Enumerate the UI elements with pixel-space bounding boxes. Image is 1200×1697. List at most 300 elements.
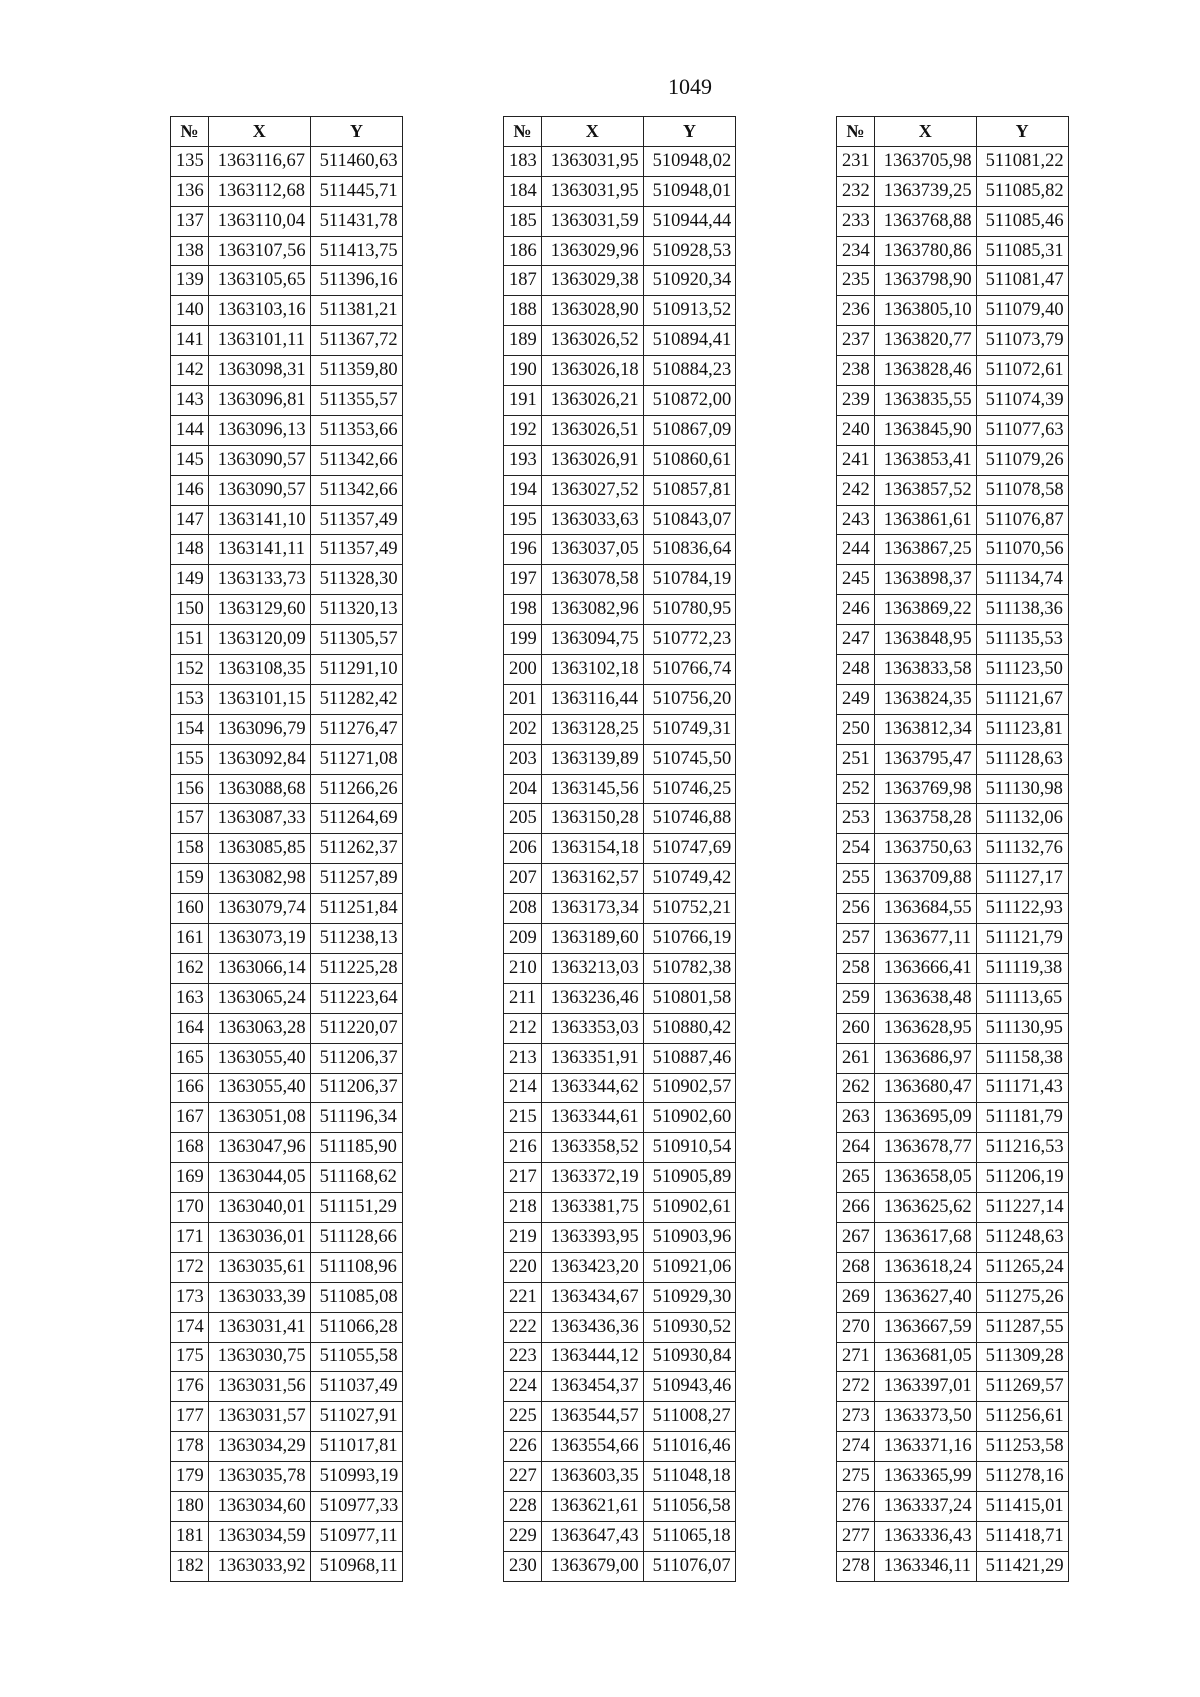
cell-x: 1363617,68: [874, 1222, 976, 1252]
cell-y: 510930,52: [643, 1312, 736, 1342]
table-row: [837, 386, 1069, 416]
cell-x: 1363120,09: [208, 625, 310, 655]
coordinate-table-3: [836, 116, 1069, 1582]
cell-y: 511072,61: [976, 356, 1068, 386]
cell-y: 511275,26: [976, 1282, 1068, 1312]
cell-x: 1363141,11: [208, 535, 310, 565]
table-row: [504, 1133, 736, 1163]
table-row: [171, 415, 403, 445]
cell-number: 180: [171, 1491, 209, 1521]
cell-y: 511119,38: [976, 953, 1068, 983]
table-row: [171, 445, 403, 475]
table-row: [171, 1252, 403, 1282]
table-row: [504, 356, 736, 386]
cell-x: 1363603,35: [541, 1462, 643, 1492]
cell-number: 250: [837, 714, 875, 744]
cell-number: 248: [837, 655, 875, 685]
cell-x: 1363145,56: [541, 774, 643, 804]
table-row: [171, 296, 403, 326]
table-row: [504, 744, 736, 774]
cell-y: 511017,81: [310, 1432, 403, 1462]
table-row: [837, 1103, 1069, 1133]
cell-y: 511357,49: [310, 505, 403, 535]
header-x: X: [874, 117, 976, 147]
cell-y: 511113,65: [976, 983, 1068, 1013]
table-row: [504, 924, 736, 954]
cell-number: 237: [837, 326, 875, 356]
cell-x: 1363029,38: [541, 266, 643, 296]
table-row: [504, 684, 736, 714]
cell-x: 1363795,47: [874, 744, 976, 774]
cell-y: 510746,88: [643, 804, 736, 834]
cell-y: 511415,01: [976, 1491, 1068, 1521]
cell-y: 511256,61: [976, 1402, 1068, 1432]
cell-number: 164: [171, 1013, 209, 1043]
cell-x: 1363344,61: [541, 1103, 643, 1133]
cell-number: 241: [837, 445, 875, 475]
cell-number: 188: [504, 296, 542, 326]
cell-x: 1363869,22: [874, 595, 976, 625]
cell-number: 276: [837, 1491, 875, 1521]
cell-x: 1363103,16: [208, 296, 310, 326]
cell-number: 192: [504, 415, 542, 445]
cell-x: 1363079,74: [208, 894, 310, 924]
cell-y: 511121,67: [976, 684, 1068, 714]
cell-x: 1363116,67: [208, 146, 310, 176]
cell-y: 510780,95: [643, 595, 736, 625]
table-row: [171, 565, 403, 595]
table-row: [837, 774, 1069, 804]
cell-x: 1363436,36: [541, 1312, 643, 1342]
cell-x: 1363824,35: [874, 684, 976, 714]
cell-y: 511262,37: [310, 834, 403, 864]
cell-y: 510746,25: [643, 774, 736, 804]
cell-number: 210: [504, 953, 542, 983]
cell-y: 511276,47: [310, 714, 403, 744]
cell-y: 511381,21: [310, 296, 403, 326]
cell-x: 1363769,98: [874, 774, 976, 804]
cell-number: 161: [171, 924, 209, 954]
cell-number: 182: [171, 1551, 209, 1581]
table-row: [837, 236, 1069, 266]
table-row: [837, 864, 1069, 894]
cell-y: 510745,50: [643, 744, 736, 774]
cell-y: 511108,96: [310, 1252, 403, 1282]
cell-number: 273: [837, 1402, 875, 1432]
cell-number: 198: [504, 595, 542, 625]
cell-number: 226: [504, 1432, 542, 1462]
table-row: [171, 804, 403, 834]
cell-x: 1363189,60: [541, 924, 643, 954]
cell-x: 1363033,63: [541, 505, 643, 535]
cell-y: 510902,60: [643, 1103, 736, 1133]
cell-x: 1363454,37: [541, 1372, 643, 1402]
table-row: [837, 834, 1069, 864]
table-row: [837, 266, 1069, 296]
cell-number: 181: [171, 1521, 209, 1551]
cell-number: 177: [171, 1402, 209, 1432]
header-number: №: [171, 117, 209, 147]
cell-number: 139: [171, 266, 209, 296]
cell-y: 511206,37: [310, 1073, 403, 1103]
cell-x: 1363544,57: [541, 1402, 643, 1432]
cell-y: 510749,42: [643, 864, 736, 894]
table-row: [171, 1402, 403, 1432]
cell-x: 1363031,41: [208, 1312, 310, 1342]
cell-x: 1363055,40: [208, 1073, 310, 1103]
table-row: [171, 326, 403, 356]
table-row: [504, 983, 736, 1013]
cell-x: 1363618,24: [874, 1252, 976, 1282]
cell-y: 511355,57: [310, 386, 403, 416]
cell-number: 231: [837, 146, 875, 176]
cell-x: 1363026,51: [541, 415, 643, 445]
table-row: [837, 206, 1069, 236]
cell-number: 230: [504, 1551, 542, 1581]
cell-y: 511121,79: [976, 924, 1068, 954]
cell-x: 1363812,34: [874, 714, 976, 744]
cell-number: 196: [504, 535, 542, 565]
cell-number: 165: [171, 1043, 209, 1073]
cell-number: 160: [171, 894, 209, 924]
cell-y: 511253,58: [976, 1432, 1068, 1462]
cell-number: 194: [504, 475, 542, 505]
cell-x: 1363236,46: [541, 983, 643, 1013]
cell-y: 511168,62: [310, 1163, 403, 1193]
table-row: [504, 864, 736, 894]
cell-number: 251: [837, 744, 875, 774]
cell-number: 152: [171, 655, 209, 685]
cell-y: 511085,08: [310, 1282, 403, 1312]
cell-number: 259: [837, 983, 875, 1013]
table-row: [837, 176, 1069, 206]
cell-x: 1363026,91: [541, 445, 643, 475]
cell-number: 229: [504, 1521, 542, 1551]
cell-y: 511151,29: [310, 1193, 403, 1223]
cell-x: 1363066,14: [208, 953, 310, 983]
cell-x: 1363133,73: [208, 565, 310, 595]
cell-number: 184: [504, 176, 542, 206]
cell-number: 215: [504, 1103, 542, 1133]
cell-x: 1363082,96: [541, 595, 643, 625]
cell-y: 511079,26: [976, 445, 1068, 475]
cell-number: 175: [171, 1342, 209, 1372]
cell-x: 1363116,44: [541, 684, 643, 714]
table-row: [504, 1372, 736, 1402]
cell-number: 209: [504, 924, 542, 954]
cell-y: 510860,61: [643, 445, 736, 475]
cell-number: 153: [171, 684, 209, 714]
cell-number: 185: [504, 206, 542, 236]
cell-y: 511081,22: [976, 146, 1068, 176]
cell-y: 510880,42: [643, 1013, 736, 1043]
cell-x: 1363371,16: [874, 1432, 976, 1462]
cell-number: 240: [837, 415, 875, 445]
table-row: [171, 1013, 403, 1043]
cell-x: 1363835,55: [874, 386, 976, 416]
cell-number: 275: [837, 1462, 875, 1492]
cell-x: 1363798,90: [874, 266, 976, 296]
cell-x: 1363647,43: [541, 1521, 643, 1551]
cell-number: 225: [504, 1402, 542, 1432]
cell-number: 216: [504, 1133, 542, 1163]
cell-y: 511223,64: [310, 983, 403, 1013]
cell-x: 1363857,52: [874, 475, 976, 505]
table-row: [837, 1013, 1069, 1043]
cell-x: 1363094,75: [541, 625, 643, 655]
cell-number: 205: [504, 804, 542, 834]
table-row: [171, 236, 403, 266]
cell-number: 187: [504, 266, 542, 296]
cell-y: 510943,46: [643, 1372, 736, 1402]
cell-x: 1363063,28: [208, 1013, 310, 1043]
table-row: [504, 1551, 736, 1581]
cell-y: 510948,01: [643, 176, 736, 206]
table-row: [171, 924, 403, 954]
cell-y: 511076,07: [643, 1551, 736, 1581]
cell-y: 511130,95: [976, 1013, 1068, 1043]
table-row: [837, 535, 1069, 565]
cell-x: 1363678,77: [874, 1133, 976, 1163]
cell-number: 221: [504, 1282, 542, 1312]
cell-number: 149: [171, 565, 209, 595]
cell-y: 511282,42: [310, 684, 403, 714]
table-row: [504, 804, 736, 834]
cell-x: 1363112,68: [208, 176, 310, 206]
cell-x: 1363055,40: [208, 1043, 310, 1073]
cell-number: 158: [171, 834, 209, 864]
cell-number: 190: [504, 356, 542, 386]
cell-y: 511227,14: [976, 1193, 1068, 1223]
cell-y: 510977,11: [310, 1521, 403, 1551]
cell-y: 510867,09: [643, 415, 736, 445]
cell-x: 1363139,89: [541, 744, 643, 774]
cell-number: 150: [171, 595, 209, 625]
cell-y: 511181,79: [976, 1103, 1068, 1133]
table-row: [504, 1432, 736, 1462]
cell-x: 1363213,03: [541, 953, 643, 983]
cell-number: 176: [171, 1372, 209, 1402]
cell-number: 142: [171, 356, 209, 386]
cell-number: 157: [171, 804, 209, 834]
cell-x: 1363173,34: [541, 894, 643, 924]
cell-number: 267: [837, 1222, 875, 1252]
cell-number: 268: [837, 1252, 875, 1282]
table-row: [171, 1462, 403, 1492]
cell-y: 510784,19: [643, 565, 736, 595]
table-row: [504, 953, 736, 983]
table-row: [171, 1193, 403, 1223]
cell-x: 1363351,91: [541, 1043, 643, 1073]
cell-x: 1363035,61: [208, 1252, 310, 1282]
cell-x: 1363105,65: [208, 266, 310, 296]
cell-y: 511396,16: [310, 266, 403, 296]
coordinate-table-1: [170, 116, 403, 1582]
cell-number: 151: [171, 625, 209, 655]
cell-number: 214: [504, 1073, 542, 1103]
cell-number: 154: [171, 714, 209, 744]
cell-number: 252: [837, 774, 875, 804]
table-row: [504, 894, 736, 924]
cell-x: 1363031,95: [541, 146, 643, 176]
table-row: [837, 475, 1069, 505]
table-row: [837, 1551, 1069, 1581]
table-row: [504, 1491, 736, 1521]
cell-y: 510902,61: [643, 1193, 736, 1223]
cell-x: 1363150,28: [541, 804, 643, 834]
cell-x: 1363372,19: [541, 1163, 643, 1193]
cell-number: 264: [837, 1133, 875, 1163]
cell-y: 511085,31: [976, 236, 1068, 266]
cell-x: 1363344,62: [541, 1073, 643, 1103]
cell-y: 511225,28: [310, 953, 403, 983]
cell-x: 1363667,59: [874, 1312, 976, 1342]
table-row: [171, 1043, 403, 1073]
cell-number: 135: [171, 146, 209, 176]
cell-y: 511251,84: [310, 894, 403, 924]
cell-x: 1363867,25: [874, 535, 976, 565]
table-row: [837, 1402, 1069, 1432]
cell-number: 217: [504, 1163, 542, 1193]
cell-y: 511076,87: [976, 505, 1068, 535]
cell-x: 1363750,63: [874, 834, 976, 864]
cell-y: 511265,24: [976, 1252, 1068, 1282]
cell-x: 1363031,95: [541, 176, 643, 206]
cell-y: 511132,06: [976, 804, 1068, 834]
coordinate-table-2: [503, 116, 736, 1582]
cell-x: 1363828,46: [874, 356, 976, 386]
cell-number: 197: [504, 565, 542, 595]
cell-x: 1363026,52: [541, 326, 643, 356]
cell-y: 511066,28: [310, 1312, 403, 1342]
table-row: [171, 1432, 403, 1462]
cell-number: 255: [837, 864, 875, 894]
cell-x: 1363141,10: [208, 505, 310, 535]
cell-x: 1363108,35: [208, 655, 310, 685]
table-row: [504, 1043, 736, 1073]
cell-y: 511460,63: [310, 146, 403, 176]
table-row: [171, 595, 403, 625]
table-row: [504, 1222, 736, 1252]
table-row: [504, 1252, 736, 1282]
table-row: [837, 1432, 1069, 1462]
cell-x: 1363031,59: [541, 206, 643, 236]
cell-number: 146: [171, 475, 209, 505]
table-row: [837, 655, 1069, 685]
table-header-row: [837, 117, 1069, 147]
table-row: [171, 386, 403, 416]
cell-y: 511418,71: [976, 1521, 1068, 1551]
cell-x: 1363088,68: [208, 774, 310, 804]
table-row: [504, 386, 736, 416]
table-row: [171, 1073, 403, 1103]
table-row: [504, 1402, 736, 1432]
cell-number: 258: [837, 953, 875, 983]
cell-y: 510857,81: [643, 475, 736, 505]
table-row: [837, 445, 1069, 475]
cell-number: 138: [171, 236, 209, 266]
table-row: [504, 1282, 736, 1312]
table-row: [504, 595, 736, 625]
table-row: [504, 1193, 736, 1223]
table-row: [171, 625, 403, 655]
cell-number: 143: [171, 386, 209, 416]
table-row: [171, 1551, 403, 1581]
table-header-row: [171, 117, 403, 147]
cell-y: 511359,80: [310, 356, 403, 386]
table-row: [837, 326, 1069, 356]
cell-y: 511070,56: [976, 535, 1068, 565]
cell-x: 1363092,84: [208, 744, 310, 774]
cell-number: 211: [504, 983, 542, 1013]
cell-y: 510747,69: [643, 834, 736, 864]
cell-number: 212: [504, 1013, 542, 1043]
cell-x: 1363051,08: [208, 1103, 310, 1133]
table-row: [837, 1521, 1069, 1551]
cell-x: 1363073,19: [208, 924, 310, 954]
table-row: [504, 415, 736, 445]
table-row: [171, 1222, 403, 1252]
cell-x: 1363780,86: [874, 236, 976, 266]
cell-x: 1363102,18: [541, 655, 643, 685]
cell-y: 511220,07: [310, 1013, 403, 1043]
cell-x: 1363679,00: [541, 1551, 643, 1581]
cell-x: 1363090,57: [208, 445, 310, 475]
table-row: [837, 894, 1069, 924]
table-row: [171, 505, 403, 535]
cell-x: 1363686,97: [874, 1043, 976, 1073]
cell-number: 163: [171, 983, 209, 1013]
cell-y: 510782,38: [643, 953, 736, 983]
table-row: [837, 924, 1069, 954]
cell-number: 262: [837, 1073, 875, 1103]
cell-y: 511278,16: [976, 1462, 1068, 1492]
table-row: [504, 535, 736, 565]
cell-number: 218: [504, 1193, 542, 1223]
cell-y: 510884,23: [643, 356, 736, 386]
cell-number: 191: [504, 386, 542, 416]
cell-y: 510977,33: [310, 1491, 403, 1521]
table-row: [837, 505, 1069, 535]
table-row: [504, 774, 736, 804]
cell-number: 169: [171, 1163, 209, 1193]
cell-number: 178: [171, 1432, 209, 1462]
cell-number: 223: [504, 1342, 542, 1372]
cell-x: 1363680,47: [874, 1073, 976, 1103]
table-row: [171, 714, 403, 744]
cell-x: 1363848,95: [874, 625, 976, 655]
cell-y: 511078,58: [976, 475, 1068, 505]
table-row: [504, 1521, 736, 1551]
cell-number: 148: [171, 535, 209, 565]
cell-number: 265: [837, 1163, 875, 1193]
table-row: [837, 804, 1069, 834]
table-row: [171, 206, 403, 236]
table-row: [504, 655, 736, 685]
cell-y: 510752,21: [643, 894, 736, 924]
table-row: [837, 1163, 1069, 1193]
table-row: [171, 266, 403, 296]
cell-y: 510894,41: [643, 326, 736, 356]
table-row: [837, 1073, 1069, 1103]
cell-number: 144: [171, 415, 209, 445]
table-row: [837, 1491, 1069, 1521]
cell-x: 1363833,58: [874, 655, 976, 685]
cell-y: 510948,02: [643, 146, 736, 176]
cell-y: 511055,58: [310, 1342, 403, 1372]
cell-y: 511353,66: [310, 415, 403, 445]
cell-x: 1363096,13: [208, 415, 310, 445]
